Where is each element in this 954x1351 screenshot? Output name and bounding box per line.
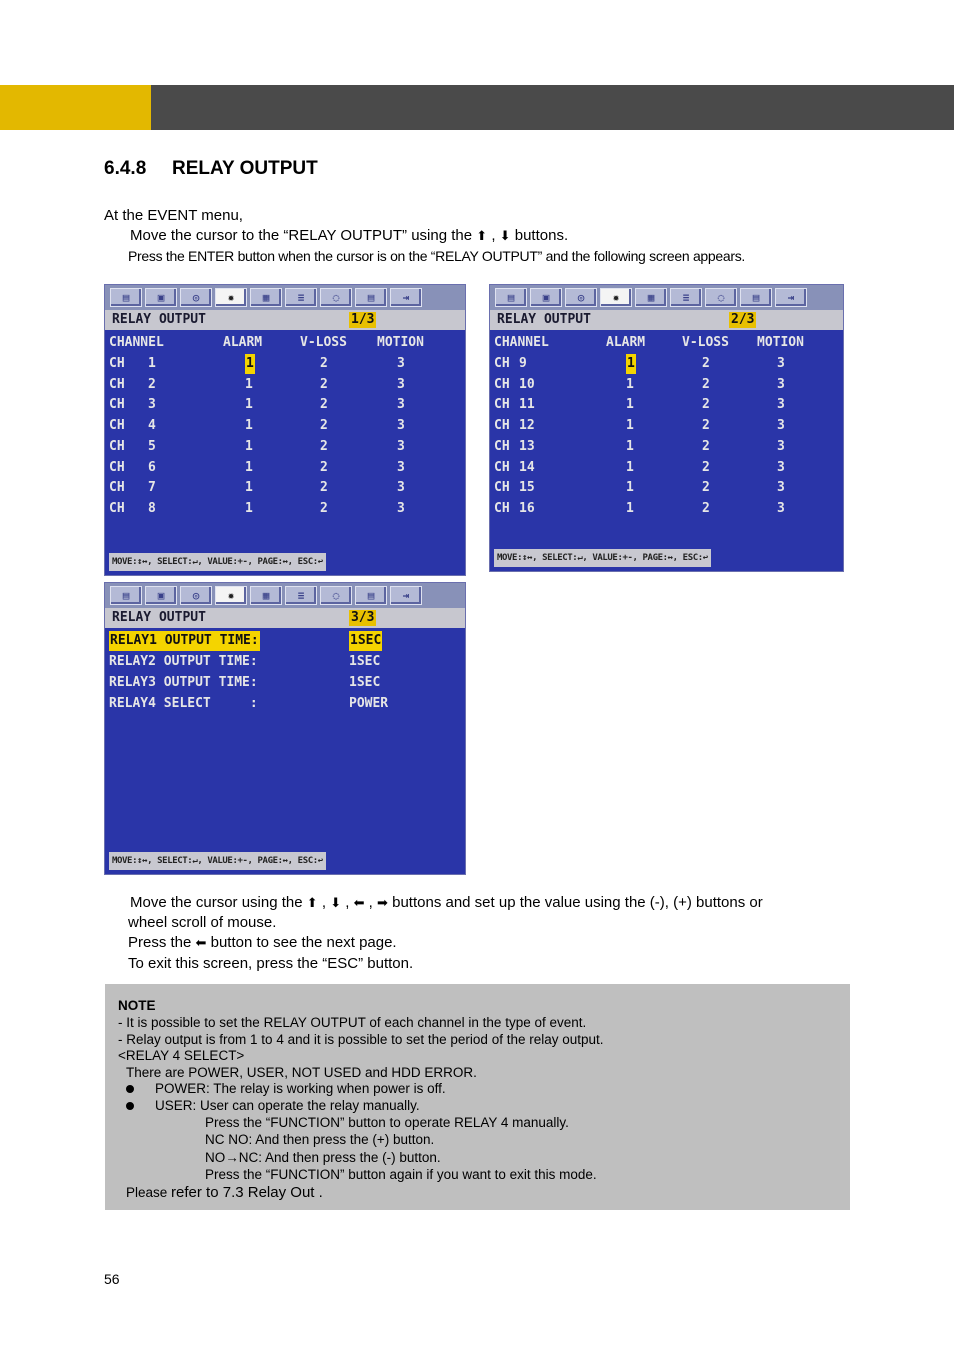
channel-label: 16: [519, 500, 535, 516]
channel-label: 15: [519, 480, 535, 496]
channel-label: CH: [109, 376, 125, 392]
motion-value[interactable]: 3: [397, 459, 405, 475]
relay-row: [105, 631, 465, 651]
relay-label: RELAY2 OUTPUT TIME:: [109, 654, 258, 669]
relay-row: [105, 694, 465, 714]
channel-label: CH: [494, 376, 510, 392]
vloss-value[interactable]: 2: [702, 500, 710, 516]
channel-label: 5: [148, 438, 156, 454]
screen-title-bar: [105, 310, 465, 330]
channel-label: 2: [148, 376, 156, 392]
system-icon[interactable]: ▤: [740, 288, 772, 307]
motion-value[interactable]: 3: [777, 480, 785, 496]
table-row: [490, 458, 843, 478]
table-row: [490, 375, 843, 395]
table-row: [105, 354, 465, 374]
network-icon[interactable]: ▦: [635, 288, 667, 307]
schedule-icon[interactable]: ≡: [670, 288, 702, 307]
note-footer-text: Please: [126, 1185, 168, 1200]
menu-toolbar: [105, 583, 465, 608]
up-arrow-icon: ⬆: [476, 228, 488, 243]
channel-label: CH: [109, 397, 125, 413]
relay-row: [105, 673, 465, 693]
table-row: [105, 395, 465, 415]
channel-label: 13: [519, 438, 535, 454]
channel-label: CH: [109, 438, 125, 454]
table-row: [490, 478, 843, 498]
status-bar: MOVE:↕↔, SELECT:↵, VALUE:+-, PAGE:↔, ESC:↩: [109, 852, 326, 870]
instruction-line-2: wheel scroll of mouse.: [128, 914, 277, 931]
table-row: [490, 416, 843, 436]
channel-label: CH: [109, 418, 125, 434]
vloss-value[interactable]: 2: [702, 376, 710, 392]
motion-value[interactable]: 3: [397, 356, 405, 371]
alarm-value[interactable]: 1: [626, 480, 634, 496]
note-bullet: POWER: The relay is working when power is off.: [155, 1081, 446, 1096]
column-header: V-LOSS: [682, 335, 729, 350]
relay-value[interactable]: POWER: [349, 696, 389, 711]
intro-line-2: Move the cursor to the “RELAY OUTPUT” using the ⬆ , ⬇ buttons.: [130, 227, 569, 244]
monitor-icon[interactable]: ▣: [530, 288, 562, 307]
intro-line-1: At the EVENT menu,: [104, 207, 243, 224]
note-line: <RELAY 4 SELECT>: [118, 1048, 245, 1063]
table-row: [105, 478, 465, 498]
network-icon[interactable]: ▦: [250, 586, 282, 605]
camera-icon[interactable]: ▤: [110, 586, 142, 605]
down-arrow-icon: ⬇: [330, 895, 342, 910]
channel-label: 12: [519, 418, 535, 434]
note-bullet: USER: User can operate the relay manually.: [155, 1098, 420, 1113]
search-icon[interactable]: ◌: [705, 288, 737, 307]
channel-label: 11: [519, 397, 535, 413]
column-header: CHANNEL: [109, 335, 164, 350]
motion-value[interactable]: 3: [397, 500, 405, 516]
alarm-value[interactable]: 1: [626, 418, 634, 434]
alarm-value[interactable]: 1: [245, 500, 253, 516]
exit-icon[interactable]: ⇥: [775, 288, 807, 307]
alarm-value[interactable]: 1: [626, 459, 634, 475]
motion-value[interactable]: 3: [777, 397, 785, 413]
left-arrow-icon: ⬅: [353, 895, 365, 910]
schedule-icon[interactable]: ≡: [285, 288, 317, 307]
channel-label: 14: [519, 459, 535, 475]
vloss-value[interactable]: 2: [320, 397, 328, 413]
table-header-row: [490, 333, 843, 353]
note-box: [105, 984, 850, 1210]
status-bar: MOVE:↕↔, SELECT:↵, VALUE:+-, PAGE:↔, ESC:↩: [494, 549, 711, 567]
instruction-text: Move the cursor using the: [130, 894, 303, 911]
column-header: MOTION: [377, 335, 424, 350]
relay-label: RELAY4 SELECT :: [109, 696, 258, 711]
intro-line-2-text: Move the cursor to the “RELAY OUTPUT” using the: [130, 227, 473, 244]
relay-label: RELAY3 OUTPUT TIME:: [109, 675, 258, 690]
column-header: V-LOSS: [300, 335, 347, 350]
table-row: [490, 395, 843, 415]
table-row: [105, 375, 465, 395]
alarm-value[interactable]: 1: [245, 438, 253, 454]
alarm-value[interactable]: 1: [245, 354, 255, 374]
relay-value[interactable]: 1SEC: [349, 654, 381, 669]
event-icon[interactable]: ✹: [600, 288, 632, 307]
motion-value[interactable]: 3: [777, 418, 785, 434]
system-icon[interactable]: ▤: [355, 586, 387, 605]
header-bar: [151, 85, 954, 130]
vloss-value[interactable]: 2: [702, 459, 710, 475]
vloss-value[interactable]: 2: [320, 480, 328, 496]
channel-label: 4: [148, 418, 156, 434]
note-footer-ref: refer to 7.3 Relay Out .: [171, 1184, 323, 1201]
table-header-row: [105, 333, 465, 353]
alarm-value[interactable]: 1: [626, 500, 634, 516]
channel-label: CH: [494, 438, 510, 454]
screen-title-bar: [490, 310, 843, 330]
relay-output-screen-2: [489, 284, 844, 572]
menu-toolbar: [105, 285, 465, 310]
event-icon[interactable]: ✹: [215, 288, 247, 307]
channel-label: 1: [148, 356, 156, 371]
channel-label: CH: [494, 480, 510, 496]
page-indicator: 3/3: [351, 610, 375, 625]
column-header: MOTION: [757, 335, 804, 350]
note-heading: NOTE: [118, 998, 156, 1013]
vloss-value[interactable]: 2: [702, 418, 710, 434]
alarm-value[interactable]: 1: [245, 397, 253, 413]
screen-title: RELAY OUTPUT: [112, 312, 206, 327]
channel-label: CH: [109, 356, 125, 371]
alarm-value[interactable]: 1: [245, 480, 253, 496]
note-sub-line: Press the “FUNCTION” button to operate RELAY 4 manually.: [205, 1115, 569, 1130]
schedule-icon[interactable]: ≡: [285, 586, 317, 605]
network-icon[interactable]: ▦: [250, 288, 282, 307]
relay-row: [105, 652, 465, 672]
note-line: - Relay output is from 1 to 4 and it is possible to set the period of the relay output.: [118, 1032, 604, 1047]
bullet-icon: [126, 1102, 134, 1110]
page-number: 56: [104, 1271, 120, 1287]
column-header: ALARM: [606, 335, 646, 350]
screen-title: RELAY OUTPUT: [497, 312, 591, 327]
vloss-value[interactable]: 2: [320, 356, 328, 371]
section-number: 6.4.8: [104, 158, 147, 179]
vloss-value[interactable]: 2: [320, 376, 328, 392]
record-icon[interactable]: ◎: [180, 288, 212, 307]
alarm-value[interactable]: 1: [245, 459, 253, 475]
alarm-value[interactable]: 1: [626, 438, 634, 454]
channel-label: CH: [494, 397, 510, 413]
motion-value[interactable]: 3: [777, 356, 785, 371]
screen-title-bar: [105, 608, 465, 628]
relay-label: RELAY1 OUTPUT TIME:: [109, 631, 260, 651]
vloss-value[interactable]: 2: [320, 418, 328, 434]
channel-label: 9: [519, 356, 527, 371]
instruction-text: buttons and set up the value using the (-), (+) buttons or: [392, 894, 763, 911]
record-icon[interactable]: ◎: [180, 586, 212, 605]
table-row: [490, 354, 843, 374]
relay-value[interactable]: 1SEC: [349, 675, 381, 690]
monitor-icon[interactable]: ▣: [145, 288, 177, 307]
motion-value[interactable]: 3: [397, 480, 405, 496]
table-row: [490, 437, 843, 457]
vloss-value[interactable]: 2: [702, 356, 710, 371]
left-arrow-icon: ⬅: [195, 935, 207, 950]
header-accent-bar: [0, 85, 151, 130]
search-icon[interactable]: ◌: [320, 586, 352, 605]
motion-value[interactable]: 3: [777, 500, 785, 516]
motion-value[interactable]: 3: [397, 438, 405, 454]
menu-toolbar: [490, 285, 843, 310]
instruction-text: Press the: [128, 934, 192, 951]
instruction-line-3: [128, 934, 397, 951]
camera-icon[interactable]: ▤: [495, 288, 527, 307]
section-title: [104, 158, 318, 180]
note-line: There are POWER, USER, NOT USED and HDD ERROR.: [126, 1065, 477, 1080]
table-row: [105, 416, 465, 436]
vloss-value[interactable]: 2: [702, 480, 710, 496]
record-icon[interactable]: ◎: [565, 288, 597, 307]
channel-label: CH: [109, 459, 125, 475]
bullet-icon: [126, 1085, 134, 1093]
up-arrow-icon: ⬆: [306, 895, 318, 910]
alarm-value[interactable]: 1: [626, 397, 634, 413]
channel-label: 3: [148, 397, 156, 413]
motion-value[interactable]: 3: [777, 459, 785, 475]
channel-label: CH: [494, 418, 510, 434]
channel-label: CH: [494, 459, 510, 475]
channel-label: 10: [519, 376, 535, 392]
motion-value[interactable]: 3: [397, 397, 405, 413]
relay-output-screen-3: [104, 582, 466, 875]
intro-line-3: Press the ENTER button when the cursor is on the “RELAY OUTPUT” and the following screen appears.: [128, 248, 746, 264]
table-row: [105, 499, 465, 519]
table-row: [105, 437, 465, 457]
instruction-line-4: To exit this screen, press the “ESC” button.: [128, 955, 414, 972]
note-sub-line: NC NO: And then press the (+) button.: [205, 1132, 435, 1147]
system-icon[interactable]: ▤: [355, 288, 387, 307]
column-header: ALARM: [223, 335, 263, 350]
page-indicator: 1/3: [351, 312, 375, 327]
column-header: CHANNEL: [494, 335, 549, 350]
monitor-icon[interactable]: ▣: [145, 586, 177, 605]
screen-title: RELAY OUTPUT: [112, 610, 206, 625]
channel-label: CH: [494, 500, 510, 516]
table-row: [105, 458, 465, 478]
motion-value[interactable]: 3: [397, 418, 405, 434]
channel-label: CH: [494, 356, 510, 371]
right-arrow-icon: ➡: [377, 895, 388, 910]
section-heading: RELAY OUTPUT: [172, 158, 318, 179]
status-bar: MOVE:↕↔, SELECT:↵, VALUE:+-, PAGE:↔, ESC:↩: [109, 553, 326, 571]
search-icon[interactable]: ◌: [320, 288, 352, 307]
vloss-value[interactable]: 2: [320, 438, 328, 454]
vloss-value[interactable]: 2: [702, 438, 710, 454]
note-line: - It is possible to set the RELAY OUTPUT of each channel in the type of event.: [118, 1015, 587, 1030]
table-row: [490, 499, 843, 519]
motion-value[interactable]: 3: [777, 376, 785, 392]
note-sub-line: Press the “FUNCTION” button again if you want to exit this mode.: [205, 1167, 597, 1182]
motion-value[interactable]: 3: [397, 376, 405, 392]
instruction-text: button to see the next page.: [210, 934, 397, 951]
exit-icon[interactable]: ⇥: [390, 288, 422, 307]
vloss-value[interactable]: 2: [702, 397, 710, 413]
page-indicator: 2/3: [731, 312, 755, 327]
exit-icon[interactable]: ⇥: [390, 586, 422, 605]
channel-label: CH: [109, 500, 125, 516]
camera-icon[interactable]: ▤: [110, 288, 142, 307]
down-arrow-icon: ⬇: [499, 228, 511, 243]
note-footer: [126, 1184, 323, 1201]
alarm-value[interactable]: 1: [245, 418, 253, 434]
vloss-value[interactable]: 2: [320, 459, 328, 475]
event-icon[interactable]: ✹: [215, 586, 247, 605]
alarm-value[interactable]: 1: [245, 376, 253, 392]
motion-value[interactable]: 3: [777, 438, 785, 454]
channel-label: 7: [148, 480, 156, 496]
channel-label: 8: [148, 500, 156, 516]
alarm-value[interactable]: 1: [626, 354, 636, 374]
intro-line-2-end: buttons.: [514, 227, 569, 244]
alarm-value[interactable]: 1: [626, 376, 634, 392]
instruction-line-1: Move the cursor using the ⬆ , ⬇ , ⬅ , ➡ buttons and set up the value using the (-), (+) buttons or: [130, 894, 763, 911]
channel-label: 6: [148, 459, 156, 475]
note-sub-line: NO→NC: And then press the (-) button.: [205, 1150, 441, 1165]
relay-output-screen-1: [104, 284, 466, 576]
vloss-value[interactable]: 2: [320, 500, 328, 516]
channel-label: CH: [109, 480, 125, 496]
relay-value[interactable]: 1SEC: [349, 631, 382, 651]
